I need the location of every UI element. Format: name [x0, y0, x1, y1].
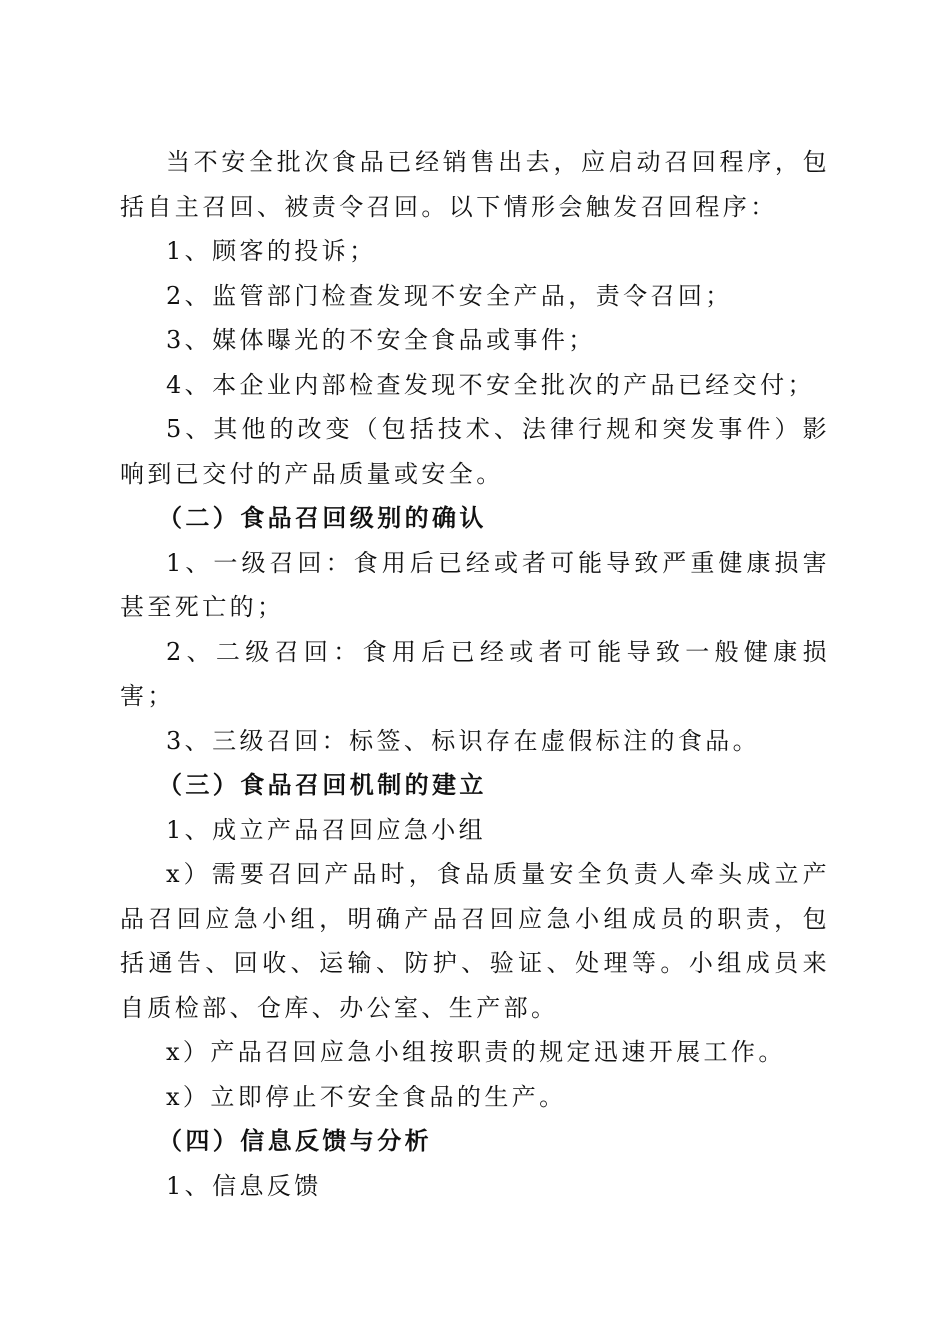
- paragraph-group-responsibilities: x）需要召回产品时，食品质量安全负责人牵头成立产品召回应急小组，明确产品召回应急小组成员的职责，包括通告、回收、运输、防护、验证、处理等。小组成员来自质检部、仓库、办公室、生产部。: [120, 860, 830, 1022]
- list-item-internal-inspection: 4、本企业内部检查发现不安全批次的产品已经交付；: [166, 370, 815, 399]
- list-item-media-exposure: 3、媒体曝光的不安全食品或事件；: [166, 326, 596, 354]
- list-item-other-changes: 5、其他的改变（包括技术、法律行规和突发事件）影响到已交付的产品质量或安全。: [120, 415, 830, 488]
- list-item-level-one-recall: 1、一级召回：食用后已经或者可能导致严重健康损害甚至死亡的；: [120, 548, 830, 621]
- section-heading-recall-mechanism: （三）食品召回机制的建立: [158, 770, 487, 799]
- document-body: [120, 140, 830, 1208]
- list-item-level-three-recall: 3、三级召回：标签、标识存在虚假标注的食品。: [166, 726, 761, 755]
- paragraph-group-action: x）产品召回应急小组按职责的规定迅速开展工作。: [166, 1038, 786, 1066]
- section-heading-feedback-analysis: （四）信息反馈与分析: [158, 1126, 432, 1155]
- list-item-emergency-group: 1、成立产品召回应急小组: [166, 815, 487, 844]
- list-item-information-feedback: 1、信息反馈: [166, 1171, 322, 1200]
- list-item-regulator-inspection: 2、监管部门检查发现不安全产品，责令召回；: [166, 281, 733, 310]
- paragraph-recall-intro: 当不安全批次食品已经销售出去，应启动召回程序，包括自主召回、被责令召回。以下情形会触发召回程序：: [120, 148, 830, 221]
- section-heading-recall-level: （二）食品召回级别的确认: [158, 503, 487, 532]
- list-item-customer-complaint: 1、顾客的投诉；: [166, 237, 377, 265]
- paragraph-stop-production: x）立即停止不安全食品的生产。: [166, 1082, 567, 1111]
- list-item-level-two-recall: 2、二级召回：食用后已经或者可能导致一般健康损害；: [120, 637, 830, 710]
